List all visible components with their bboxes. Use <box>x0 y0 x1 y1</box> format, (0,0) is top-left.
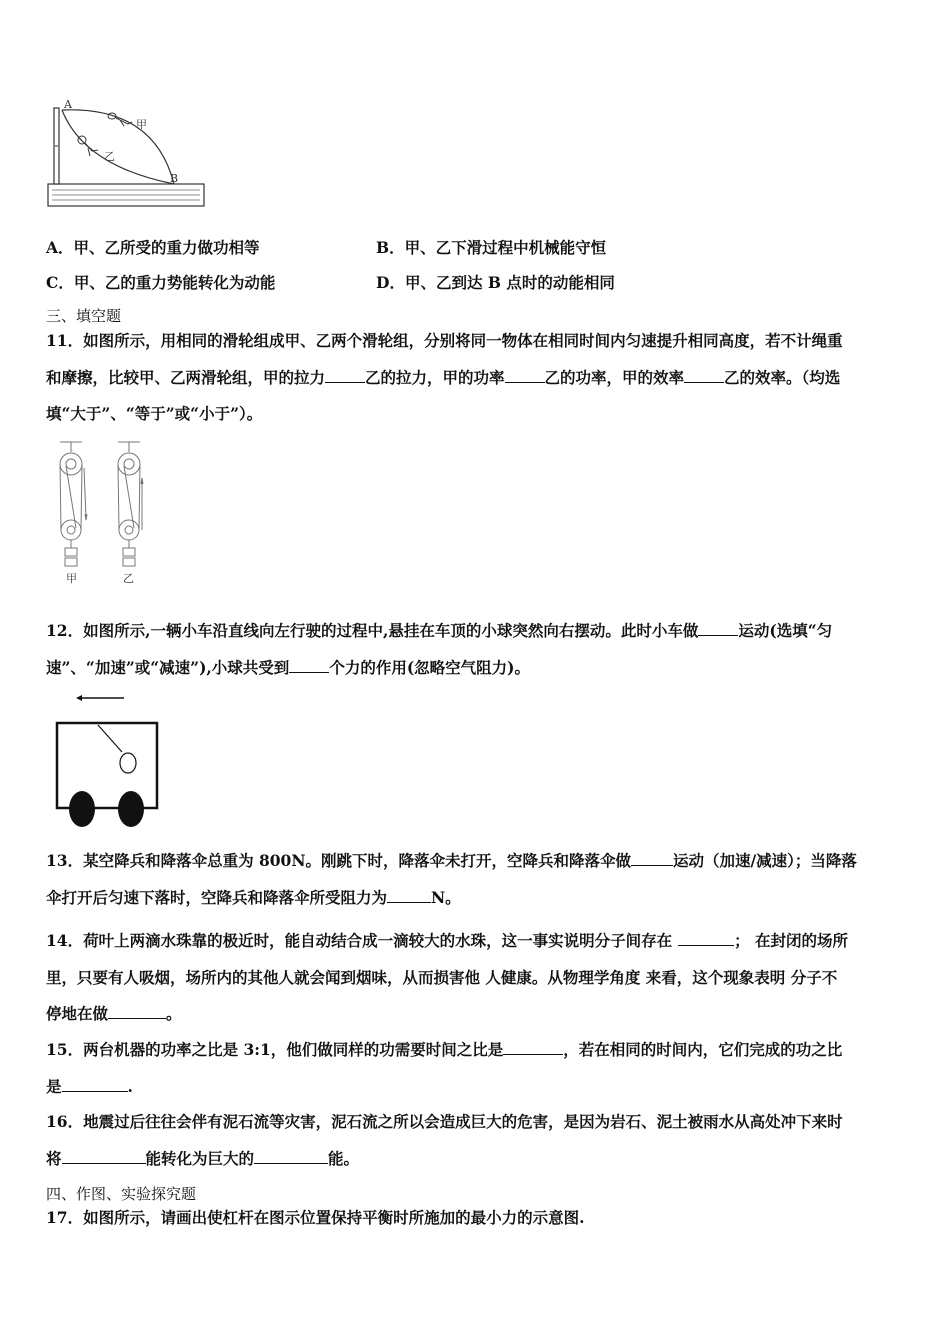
q14-line-3 <box>46 1004 182 1024</box>
label-a: A <box>64 98 72 111</box>
q13-text-c: 伞打开后匀速下落时，空降兵和降落伞所受阻力为 <box>46 888 388 907</box>
q12-text-c: 速”、“加速”或“减速”),小球共受到 <box>46 658 290 677</box>
q15-line-1 <box>46 1040 842 1060</box>
car-wheel-right <box>118 791 144 827</box>
q11-line-2 <box>46 368 840 388</box>
q12-line-1 <box>46 621 832 641</box>
q11-line-1: 11．如图所示，用相同的滑轮组成甲、乙两个滑轮组，分别将同一物体在相同时间内匀速提升相同高度，若不计绳重 <box>46 331 843 350</box>
car-wheel-left <box>69 791 95 827</box>
pulley-jia-fixed <box>60 453 82 475</box>
q15-line-2 <box>46 1077 133 1097</box>
q11-line-3: 填“大于”、“等于”或“小于”）。 <box>46 404 263 423</box>
pulley-yi-moving <box>119 520 139 540</box>
slope-figure <box>44 96 214 211</box>
q16-text-c: 能。 <box>328 1149 360 1168</box>
q14-line-2: 里，只要有人吸烟，场所内的其他人就会闻到烟味，从而损害他 人健康。从物理学角度 来看，这个现象表明 分子不 <box>46 968 838 987</box>
q11-text-c: 乙的功率，甲的效率 <box>544 368 685 387</box>
q15-text-b: ，若在相同的时间内，它们完成的功之比 <box>563 1040 843 1059</box>
q16-line-1: 16．地震过后往往会伴有泥石流等灾害，泥石流之所以会造成巨大的危害，是因为岩石、泥土被雨水从高处冲下来时 <box>46 1112 843 1131</box>
q10-option-a: A．甲、乙所受的重力做功相等 <box>46 238 260 257</box>
section-4-title: 四、作图、实验探究题 <box>46 1185 197 1203</box>
q13-line-2 <box>46 888 461 908</box>
q14-text-c: 停地在做 <box>46 1004 109 1023</box>
q12-blank-1[interactable] <box>698 621 738 636</box>
q15-blank-1[interactable] <box>503 1040 563 1055</box>
label-jia: 甲 <box>136 118 147 131</box>
q15-blank-2[interactable] <box>62 1077 128 1092</box>
q11-text-a: 和摩擦，比较甲、乙两滑轮组，甲的拉力 <box>46 368 326 387</box>
q13-text-d: N。 <box>431 888 461 907</box>
q11-blank-2[interactable] <box>505 368 545 383</box>
q15-text-d: . <box>127 1077 133 1096</box>
pulley-figure <box>56 438 146 588</box>
q14-text-d: 。 <box>166 1004 182 1023</box>
q13-line-1 <box>46 851 857 871</box>
q12-text-a: 12．如图所示,一辆小车沿直线向左行驶的过程中,悬挂在车顶的小球突然向右摆动。此时小车做 <box>46 621 699 640</box>
label-b: B <box>170 172 179 185</box>
q12-blank-2[interactable] <box>289 658 329 673</box>
label-yi: 乙 <box>104 150 115 163</box>
q16-blank-2[interactable] <box>254 1149 328 1164</box>
q16-line-2 <box>46 1149 359 1169</box>
q17-line-1: 17．如图所示，请画出使杠杆在图示位置保持平衡时所施加的最小力的示意图. <box>46 1208 585 1227</box>
q12-text-b: 运动(选填“匀 <box>738 621 833 640</box>
q10-option-d: D．甲、乙到达 B 点时的动能相同 <box>376 273 615 292</box>
q14-blank-1[interactable] <box>678 931 734 946</box>
q16-blank-1[interactable] <box>62 1149 146 1164</box>
q11-blank-1[interactable] <box>325 368 365 383</box>
q13-text-a: 13．某空降兵和降落伞总重为 800N。刚跳下时，降落伞未打开，空降兵和降落伞做 <box>46 851 631 870</box>
pulley-jia-moving <box>61 520 81 540</box>
q11-text-b: 乙的拉力，甲的功率 <box>365 368 505 387</box>
q13-text-b: 运动（加速/减速）；当降落 <box>673 851 857 870</box>
q15-text-c: 是 <box>46 1077 62 1096</box>
pulley-label-yi: 乙 <box>123 572 134 585</box>
q12-line-2 <box>46 658 530 678</box>
q16-text-b: 能转化为巨大的 <box>145 1149 255 1168</box>
q14-line-1 <box>46 931 848 951</box>
q12-text-d: 个力的作用(忽略空气阻力)。 <box>329 658 530 677</box>
q14-text-a: 14．荷叶上两滴水珠靠的极近时，能自动结合成一滴较大的水珠，这一事实说明分子间存在 <box>46 931 673 950</box>
section-3-title: 三、填空题 <box>46 307 122 325</box>
q13-blank-1[interactable] <box>631 851 673 866</box>
q11-text-d: 乙的效率。（均选 <box>724 368 841 387</box>
q13-blank-2[interactable] <box>387 888 431 903</box>
q14-blank-2[interactable] <box>108 1004 166 1019</box>
pendulum-ball <box>120 753 136 773</box>
q16-text-a: 将 <box>46 1149 62 1168</box>
q10-option-c: C．甲、乙的重力势能转化为动能 <box>46 273 276 292</box>
q14-text-b: ； 在封闭的场所 <box>734 931 848 950</box>
q11-blank-3[interactable] <box>684 368 724 383</box>
upper-track <box>62 110 174 184</box>
car-figure <box>50 688 165 833</box>
q15-text-a: 15．两台机器的功率之比是 3:1，他们做同样的功需要时间之比是 <box>46 1040 504 1059</box>
pulley-label-jia: 甲 <box>66 572 77 585</box>
pulley-yi-fixed <box>118 453 140 475</box>
q10-option-b: B．甲、乙下滑过程中机械能守恒 <box>376 238 607 257</box>
